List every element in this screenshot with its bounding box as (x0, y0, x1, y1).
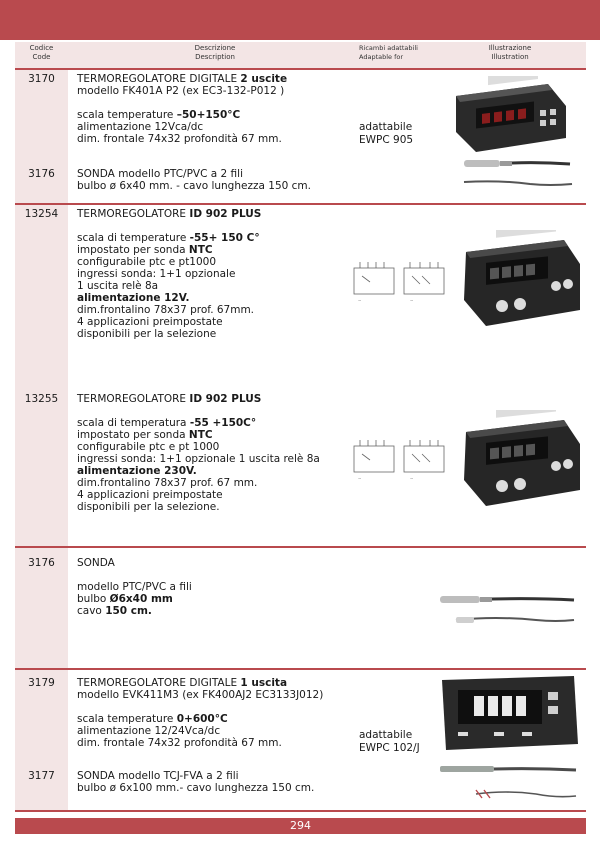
description-line (77, 701, 357, 713)
header-code-label: Codice Code (29, 44, 54, 61)
product-description (77, 73, 357, 145)
description-line: modello PTC/PVC a fili (77, 581, 192, 593)
page-number: 294 (290, 819, 311, 832)
emphasis-text: 2 uscite (240, 73, 288, 85)
description-line: scala di temperatura -55 +150C° (77, 417, 257, 429)
description-line: TERMOREGOLATORE DIGITALE 2 uscite (77, 73, 288, 85)
emphasis-text: ID 902 PLUS (189, 208, 262, 220)
emphasis-text: alimentazione 230V. (77, 465, 197, 477)
description-line: TERMOREGOLATORE DIGITALE 1 uscita (77, 677, 288, 689)
header-illustration (455, 44, 565, 62)
header-adaptable (359, 44, 449, 62)
description-line: modello FK401A P2 (ex EC3-132-P012 ) (77, 85, 285, 97)
probe-image (436, 590, 578, 630)
header-description (75, 44, 355, 62)
description-line: 4 applicazioni preimpostate (77, 316, 223, 328)
header-code (15, 44, 68, 62)
emphasis-text: Ø6x40 mm (109, 593, 173, 605)
product-code: 3176 (28, 168, 55, 180)
table-header (15, 42, 586, 68)
probe-image (460, 150, 580, 200)
row-divider (15, 203, 586, 205)
emphasis-text: 1 uscita (240, 677, 288, 689)
product-code: 3179 (28, 677, 55, 689)
product-code: 13255 (24, 393, 59, 405)
product-code: 3176 (28, 557, 55, 569)
wiring-diagram (350, 440, 450, 486)
description-line: disponibili per la selezione (77, 328, 217, 340)
description-line: bulbo ø 6x100 mm.- cavo lunghezza 150 cm. (77, 782, 315, 794)
description-line (77, 292, 357, 304)
product-description (77, 677, 357, 749)
description-line: scala temperature –50+150°C (77, 109, 241, 121)
page-footer (15, 818, 586, 834)
wiring-diagram (350, 262, 450, 308)
description-line (77, 220, 357, 232)
description-line: SONDA modello PTC/PVC a 2 fili (77, 168, 244, 180)
description-line: impostato per sonda NTC (77, 244, 213, 256)
description-line: SONDA (77, 557, 115, 569)
row-divider (15, 546, 586, 548)
thermostat-image (456, 230, 582, 334)
description-line: ingressi sonda: 1+1 opzionale 1 uscita relè 8a (77, 453, 320, 465)
product-description (77, 557, 357, 617)
description-line: scala di temperature -55+ 150 C° (77, 232, 260, 244)
product-description (77, 770, 357, 794)
svg-text:~: ~ (358, 476, 362, 481)
code-column-block (15, 205, 68, 546)
description-line: dim.frontalino 78x37 prof. 67 mm. (77, 477, 258, 489)
description-line: scala temperature 0+600°C (77, 713, 228, 725)
description-line: impostato per sonda NTC (77, 429, 213, 441)
top-band (0, 0, 600, 40)
description-line (77, 569, 357, 581)
header-illustration-label: Illustrazione Illustration (488, 44, 532, 61)
emphasis-text: 150 cm. (105, 605, 152, 617)
svg-text:~: ~ (410, 298, 414, 303)
thermostat-image (436, 670, 584, 754)
emphasis-text: 0+600°C (176, 713, 228, 725)
product-description (77, 393, 357, 513)
description-line: alimentazione 12Vca/dc (77, 121, 204, 133)
row-divider (15, 68, 586, 70)
emphasis-text: NTC (188, 244, 213, 256)
description-line: modello EVK411M3 (ex FK400AJ2 EC3133J012) (77, 689, 324, 701)
description-line (77, 97, 357, 109)
row-divider (15, 810, 586, 812)
description-line: configurabile ptc e pt 1000 (77, 441, 220, 453)
product-code: 3170 (28, 73, 55, 85)
description-line: dim.frontalino 78x37 prof. 67mm. (77, 304, 255, 316)
adaptable-for: adattabile EWPC 102/J (359, 729, 420, 754)
emphasis-text: NTC (188, 429, 213, 441)
emphasis-text: –50+150°C (176, 109, 241, 121)
product-description (77, 208, 357, 340)
probe-image (436, 760, 580, 810)
description-line: configurabile ptc e pt1000 (77, 256, 217, 268)
description-line: dim. frontale 74x32 profondità 67 mm. (77, 133, 282, 145)
product-code: 3177 (28, 770, 55, 782)
description-line: TERMOREGOLATORE ID 902 PLUS (77, 208, 262, 220)
description-line: bulbo ø 6x40 mm. - cavo lunghezza 150 cm. (77, 180, 311, 192)
description-line: SONDA modello TCJ-FVA a 2 fili (77, 770, 239, 782)
thermostat-image (456, 410, 582, 514)
header-description-label: Descrizione Description (194, 44, 236, 61)
description-line: cavo 150 cm. (77, 605, 152, 617)
description-line: alimentazione 12/24Vca/dc (77, 725, 221, 737)
description-line (77, 405, 357, 417)
description-line: dim. frontale 74x32 profondità 67 mm. (77, 737, 282, 749)
description-line (77, 465, 357, 477)
description-line: disponibili per la selezione. (77, 501, 220, 513)
emphasis-text: -55+ 150 C° (189, 232, 260, 244)
emphasis-text: alimentazione 12V. (77, 292, 190, 304)
description-line: ingressi sonda: 1+1 opzionale (77, 268, 236, 280)
svg-text:~: ~ (358, 298, 362, 303)
header-adaptable-label: Ricambi adattabili Adaptable for (359, 44, 418, 61)
adaptable-for: adattabile EWPC 905 (359, 121, 414, 146)
description-line: 1 uscita relè 8a (77, 280, 159, 292)
svg-text:~: ~ (410, 476, 414, 481)
description-line: TERMOREGOLATORE ID 902 PLUS (77, 393, 262, 405)
code-column-block (15, 670, 68, 810)
emphasis-text: -55 +150C° (189, 417, 257, 429)
code-column-block (15, 70, 68, 203)
product-code: 13254 (24, 208, 59, 220)
description-line: 4 applicazioni preimpostate (77, 489, 223, 501)
emphasis-text: ID 902 PLUS (189, 393, 262, 405)
product-description (77, 168, 357, 192)
thermostat-image (448, 76, 568, 158)
description-line: bulbo Ø6x40 mm (77, 593, 173, 605)
